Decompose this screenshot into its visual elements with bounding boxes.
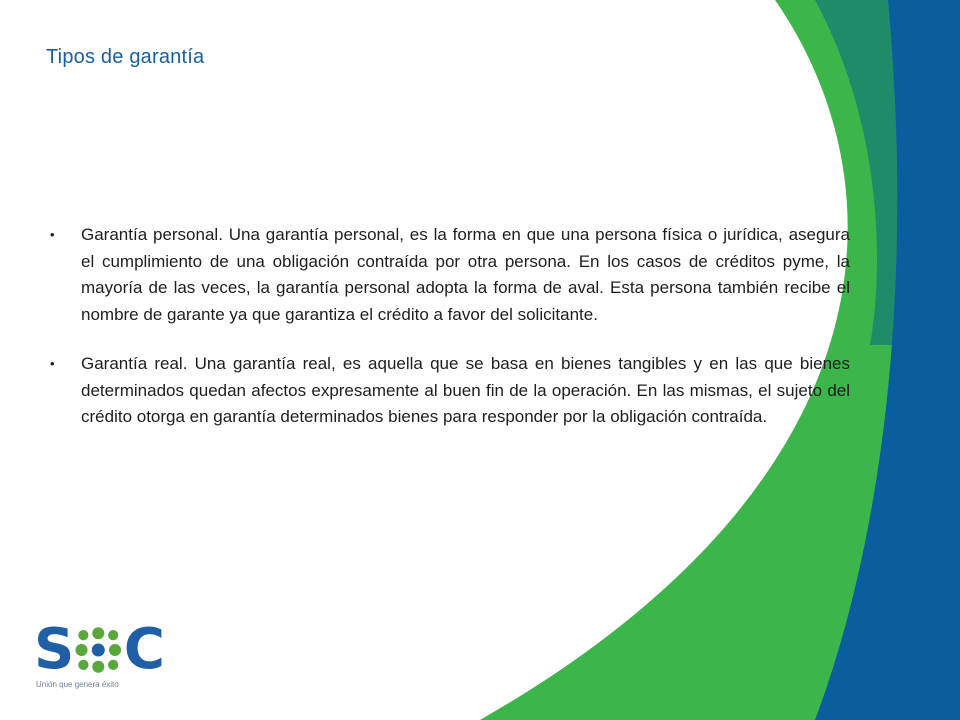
bullet-list [50,222,850,454]
bullet-dot: • [50,356,55,371]
bullet-text-real: Garantía real. Una garantía real, es aquella que se basa en bienes tangibles y en las que bienes determinados quedan afectos expresamente al buen fin de la operación. En las mismas, el sujeto del crédito otorga en garantía determinados bienes para responder por la obligación contraída. [81,354,850,426]
logo-wordmark [34,617,164,682]
soc-logo [34,617,164,700]
dots-flower-icon [75,625,122,675]
bullet-dot: • [50,227,55,242]
logo-letter-c: C [123,617,164,682]
logo-letter-s: S [34,617,74,682]
bullet-item-real [50,351,850,431]
bullet-item-personal [50,222,850,328]
page-title: Tipos de garantía [46,46,205,68]
logo-tagline: Unión que genera éxito [36,680,119,689]
bullet-text-personal: Garantía personal. Una garantía personal, es la forma en que una persona física o jurídica, asegura el cumplimiento de una obligación contraída por otra persona. En los casos de créditos pyme, la mayoría de las veces, la garantía personal adopta la forma de aval. Esta persona también recibe el nombre de garante ya que garantiza el crédito a favor del solicitante. [81,225,850,324]
